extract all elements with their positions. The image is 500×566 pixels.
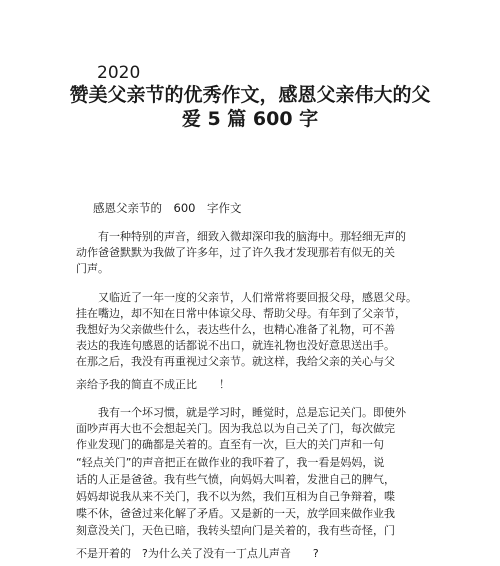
body-text-line: 我想好为父亲做些什么，表达些什么，也精心准备了礼物，可不善 [76,323,395,336]
body-text-line: 不是开着的 ?为什么关了没有一丁点儿声音 ? [76,547,319,560]
body-text-line: 作业发现门的确都是关着的。直至有一次，巨大的关门声和一句 [76,438,384,451]
essay-subheading: 感恩父亲节的 600 字作文 [93,201,242,215]
body-text-line: 我有一个坏习惯，就是学习时，睡觉时，总是忘记关门。即使外 [76,406,406,419]
body-text-line: 妈妈却说我从来不关门，我不以为然，我们互相为自己争辩着，喋 [76,490,395,503]
body-text-line: 话的人正是爸爸。我有些气愤，向妈妈大叫着，发泄自己的脾气， [76,473,395,486]
document-title-line-1: 赞美父亲节的优秀作文，感恩父亲伟大的父 [69,84,431,106]
body-text-line: 表达的我连句感恩的话都说不出口，就连礼物也没好意思送出手。 [76,339,395,352]
body-text-line: 又临近了一年一度的父亲节，人们常常将要回报父母，感恩父母。 [76,291,417,304]
body-text-line: 喋不休，爸爸过来化解了矛盾。又是新的一天，放学回来做作业我 [76,507,395,520]
document-title-line-2: 爱 5 篇 600 字 [181,108,319,130]
body-text-line: 门声。 [76,262,109,275]
body-text-line: 刻意没关门，天色已暗，我转头望向门是关着的，我有些奇怪，门 [76,524,395,537]
body-text-line: 面吵声再大也不会想起关门。因为我总以为自己关了门，每次做完 [76,422,395,435]
document-year: 2020 [97,63,141,83]
body-text-line: 有一种特别的声音，细致入微却深印我的脑海中。那轻细无声的 [76,230,406,243]
body-text-line: 挂在嘴边，却不知在日常中体谅父母、帮助父母。有年到了父亲节， [76,307,406,320]
body-text-line: 亲给予我的简直不成正比 ！ [76,378,230,391]
body-text-line: 在那之后，我没有再重视过父亲节。就这样，我给父亲的关心与父 [76,355,395,368]
body-text-line: 动作爸爸默默为我做了许多年，过了许久我才发现那若有似无的关 [76,246,395,259]
body-text-line: “轻点关门”的声音把正在做作业的我吓着了，我一看是妈妈，说 [76,456,385,469]
